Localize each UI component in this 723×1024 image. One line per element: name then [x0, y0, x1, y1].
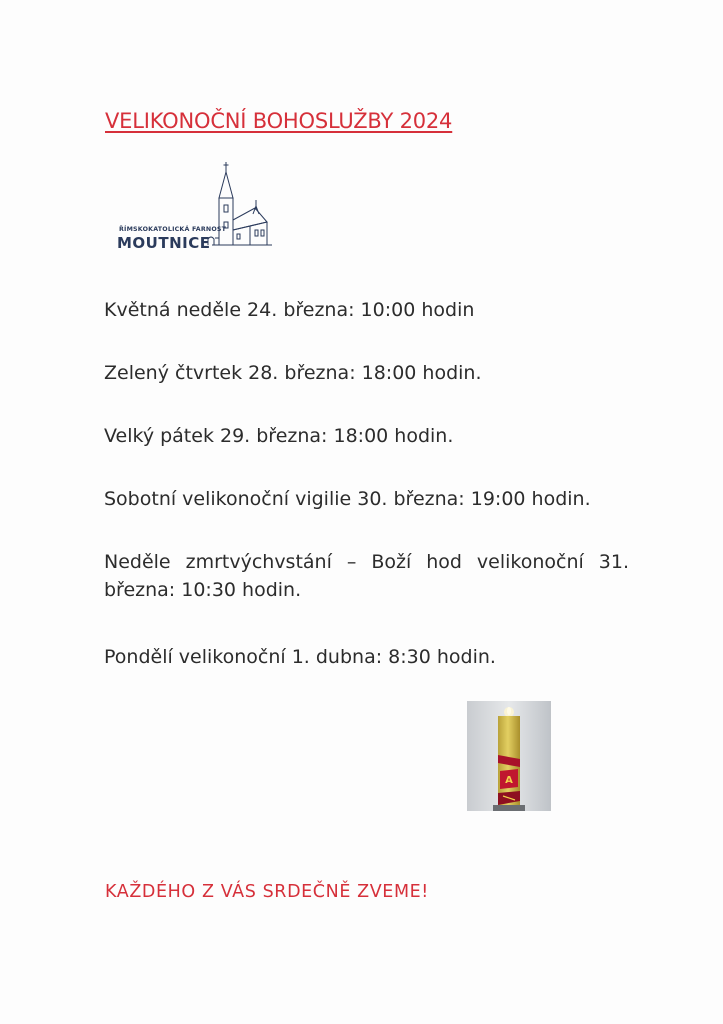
parish-logo	[112, 160, 282, 256]
paschal-candle-icon	[467, 701, 551, 811]
schedule-item: Neděle zmrtvýchvstání – Boží hod velikonoční 31. března: 10:30 hodin.	[104, 551, 629, 601]
invitation-footer: KAŽDÉHO Z VÁS SRDEČNĚ ZVEME!	[105, 882, 429, 902]
schedule-item: Květná neděle 24. března: 10:00 hodin	[104, 299, 475, 321]
document-title: VELIKONOČNÍ BOHOSLUŽBY 2024	[105, 109, 453, 133]
schedule-item: Sobotní velikonoční vigilie 30. března: 19:00 hodin.	[104, 488, 591, 510]
schedule-item: Pondělí velikonoční 1. dubna: 8:30 hodin.	[104, 646, 496, 668]
logo-subtitle: ŘÍMSKOKATOLICKÁ FARNOST	[119, 226, 227, 233]
svg-text:A: A	[505, 775, 513, 786]
schedule-item: Zelený čtvrtek 28. března: 18:00 hodin.	[104, 362, 482, 384]
schedule-item: Velký pátek 29. března: 18:00 hodin.	[104, 425, 454, 447]
logo-title: MOUTNICE	[117, 234, 211, 252]
